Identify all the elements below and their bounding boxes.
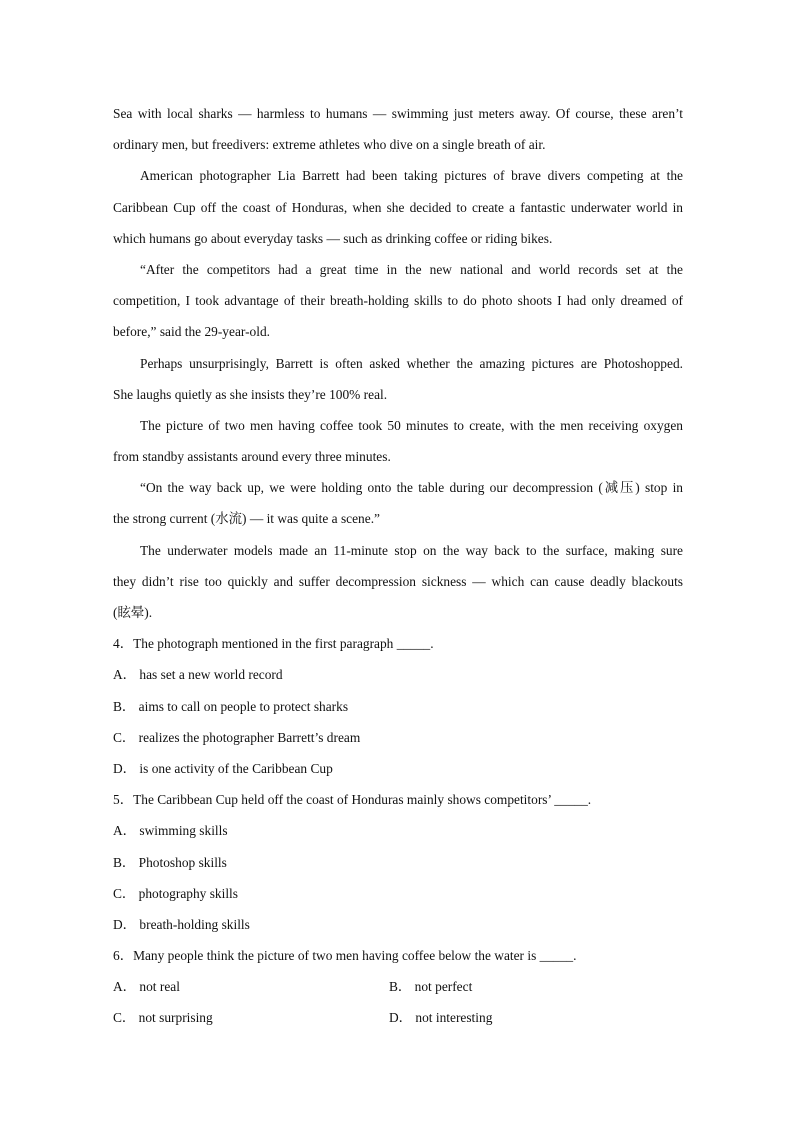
question-5	[113, 784, 683, 940]
passage-paragraph	[113, 348, 683, 410]
option-row	[113, 971, 683, 1002]
text-line: “After the competitors had a great time in the new national and world records set at the	[140, 261, 683, 277]
passage-paragraph	[113, 98, 683, 160]
text-line: Perhaps unsurprisingly, Barrett is often asked whether the amazing pictures are Photoshopped.	[140, 355, 683, 371]
text-line: Sea with local sharks — harmless to humans — swimming just meters away. Of course, these aren’t	[113, 106, 683, 121]
text-line: before,” said the 29-year-old.	[113, 324, 270, 340]
answer-option-d[interactable]: D． breath-holding skills	[113, 916, 250, 932]
text-line: which humans go about everyday tasks — such as drinking coffee or riding bikes.	[113, 230, 553, 246]
answer-option-b[interactable]: B． aims to call on people to protect sharks	[113, 698, 349, 714]
document-page	[113, 98, 683, 1034]
answer-option-a[interactable]: A． has set a new world record	[113, 667, 283, 683]
question-stem: 5．The Caribbean Cup held off the coast of Honduras mainly shows competitors’ _____.	[113, 792, 592, 808]
answer-option-c[interactable]: C． not surprising	[113, 1010, 213, 1026]
text-line: The underwater models made an 11-minute stop on the way back to the surface, making sure	[140, 542, 683, 558]
question-stem: 4．The photograph mentioned in the first paragraph _____.	[113, 636, 434, 652]
passage-paragraph	[113, 254, 683, 348]
passage-paragraph	[113, 410, 683, 472]
text-line: the strong current (水流) — it was quite a scene.”	[113, 511, 380, 527]
option-row	[113, 1002, 683, 1033]
question-stem: 6．Many people think the picture of two men having coffee below the water is _____.	[113, 948, 577, 964]
answer-option-b[interactable]: B． Photoshop skills	[113, 854, 227, 870]
text-line: ordinary men, but freedivers: extreme athletes who dive on a single breath of air.	[113, 137, 546, 153]
passage-paragraph	[113, 160, 683, 254]
text-line: The picture of two men having coffee took 50 minutes to create, with the men receiving oxygen	[140, 417, 683, 433]
text-line: She laughs quietly as she insists they’re 100% real.	[113, 386, 388, 402]
passage	[113, 98, 683, 628]
text-line: competition, I took advantage of their breath-holding skills to do photo shoots I had only dreamed of	[113, 293, 683, 309]
text-line: (眩晕).	[113, 605, 153, 620]
answer-option-b[interactable]: B． not perfect	[389, 979, 473, 995]
answer-option-d[interactable]: D． is one activity of the Caribbean Cup	[113, 760, 333, 776]
question-4	[113, 628, 683, 784]
text-line: Caribbean Cup off the coast of Honduras, when she decided to create a fantastic underwater world in	[113, 199, 683, 215]
answer-option-d[interactable]: D． not interesting	[389, 1010, 493, 1026]
answer-option-c[interactable]: C． realizes the photographer Barrett’s dream	[113, 729, 361, 745]
answer-option-a[interactable]: A． not real	[113, 979, 180, 995]
text-line: they didn’t rise too quickly and suffer decompression sickness — which can cause deadly blackouts	[113, 573, 683, 589]
question-6	[113, 940, 683, 1034]
text-line: from standby assistants around every three minutes.	[113, 449, 391, 465]
answer-option-c[interactable]: C． photography skills	[113, 885, 238, 901]
text-line: “On the way back up, we were holding onto the table during our decompression (减压) stop in	[140, 480, 683, 496]
answer-option-a[interactable]: A． swimming skills	[113, 823, 228, 839]
passage-paragraph	[113, 472, 683, 534]
text-line: American photographer Lia Barrett had been taking pictures of brave divers competing at the	[140, 168, 683, 184]
passage-paragraph	[113, 535, 683, 629]
